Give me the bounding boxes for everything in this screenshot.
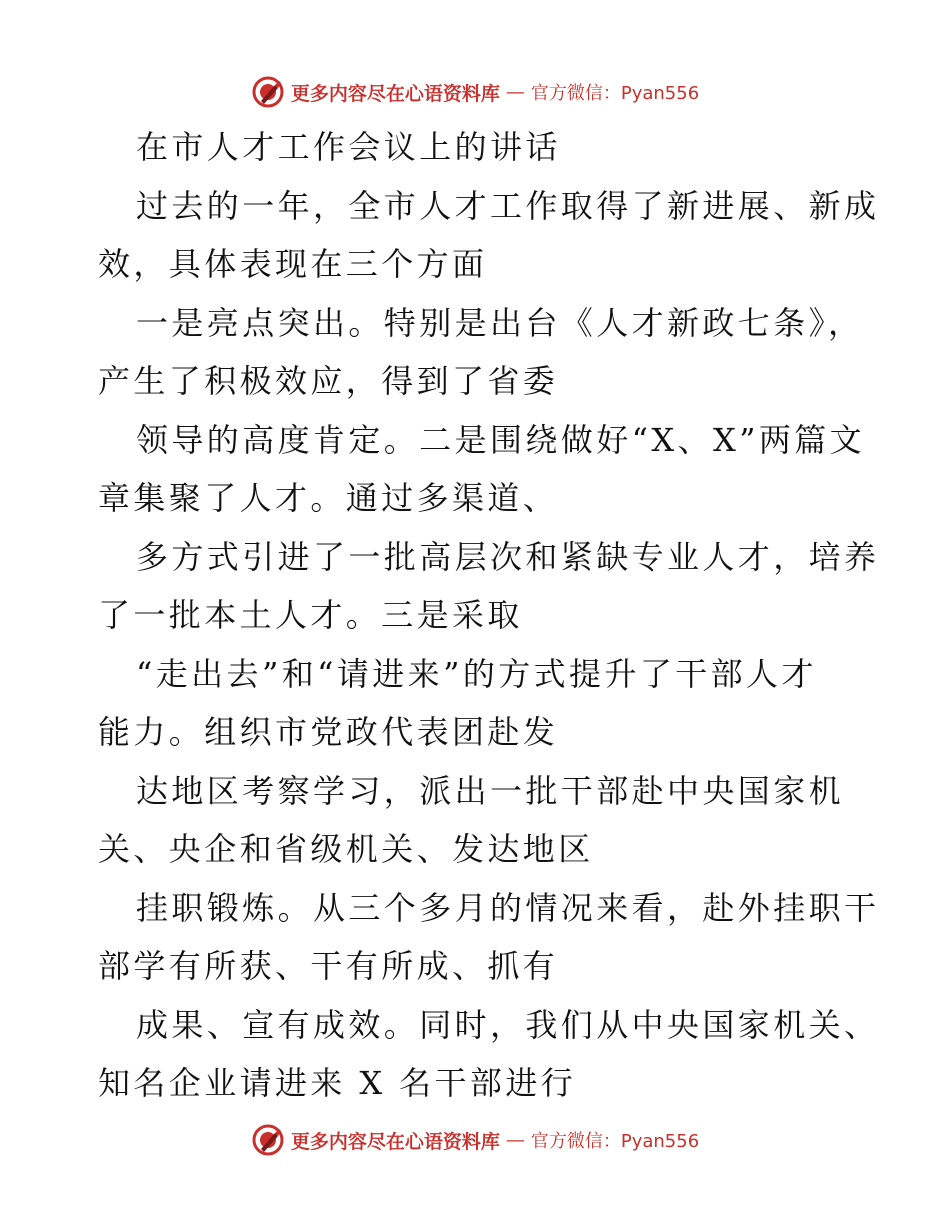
- paragraph-line: 产生了积极效应，得到了省委: [98, 362, 559, 400]
- paragraph-line: 领导的高度肯定。二是围绕做好“X、X”两篇文: [136, 420, 866, 459]
- paragraph-line: 能力。组织市党政代表团赴发: [98, 713, 559, 751]
- paragraph-line: “走出去”和“请进来”的方式提升了干部人才: [136, 654, 817, 693]
- page-footer-banner: [0, 1118, 950, 1162]
- paragraph-line: 达地区考察学习，派出一批干部赴中央国家机: [136, 771, 845, 810]
- footer-banner-content: [251, 1123, 699, 1157]
- pen-logo-icon: [251, 1123, 285, 1157]
- paragraph-line: 关、央企和省级机关、发达地区: [98, 830, 594, 868]
- paragraph-line: 一是亮点突出。特别是出台《人才新政七条》，: [136, 303, 864, 342]
- paragraph-line: 部学有所获、干有所成、抓有: [98, 947, 559, 985]
- header-wechat-id: 官方微信：Pyan556: [530, 83, 700, 104]
- paragraph-line: 章集聚了人才。通过多渠道、: [98, 479, 559, 517]
- paragraph-line: 挂职锻炼。从三个多月的情况来看，赴外挂职干: [136, 888, 880, 927]
- document-body: [98, 118, 880, 1113]
- document-title: 在市人才工作会议上的讲话: [136, 128, 561, 166]
- footer-dash: —: [505, 1129, 525, 1151]
- header-site-name: 更多内容尽在心语资料库: [290, 82, 500, 105]
- paragraph-line: 过去的一年，全市人才工作取得了新进展、新成: [136, 186, 880, 225]
- paragraph-line: 效，具体表现在三个方面: [98, 245, 488, 283]
- footer-site-name: 更多内容尽在心语资料库: [290, 1130, 500, 1153]
- paragraph-line: 多方式引进了一批高层次和紧缺专业人才，培养: [136, 537, 880, 576]
- header-banner-content: [251, 75, 699, 109]
- paragraph-line: 了一批本土人才。三是采取: [98, 596, 523, 634]
- paragraph-line: 知名企业请进来 X 名干部进行: [98, 1064, 577, 1102]
- footer-wechat-id: 官方微信：Pyan556: [530, 1131, 700, 1152]
- page-header-banner: [0, 70, 950, 114]
- header-dash: —: [505, 81, 525, 103]
- paragraph-line: 成果、宣有成效。同时，我们从中央国家机关、: [136, 1005, 880, 1044]
- pen-logo-icon: [251, 75, 285, 109]
